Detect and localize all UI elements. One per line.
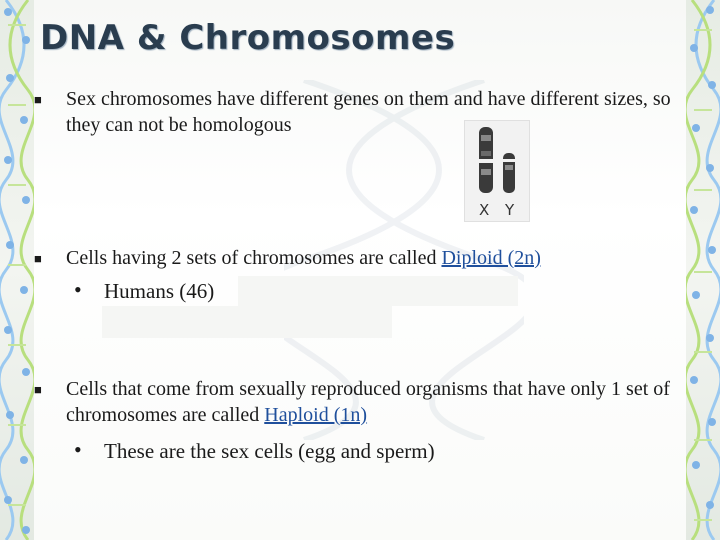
xy-chromosome-image (464, 120, 530, 222)
sub-bullet-text: Humans (46) (104, 279, 215, 303)
x-chromosome (479, 127, 493, 193)
square-bullet-icon: ■ (34, 382, 42, 397)
square-bullet-icon: ■ (34, 251, 42, 266)
haploid-link[interactable]: Haploid (1n) (264, 404, 368, 426)
bullet-text: Sex chromosomes have different genes on them and have different sizes, so they can not be homologous (66, 88, 671, 136)
slide-title: DNA & Chromosomes (40, 18, 456, 58)
bullet-text: Cells that come from sexually reproduced organisms that have only 1 set of chromosomes are called Haploid (1n) (66, 378, 670, 426)
slide-content (34, 0, 686, 540)
x-label: X (479, 201, 490, 219)
left-dna-border (0, 0, 34, 540)
blank-answer-box (238, 276, 518, 306)
sub-bullet-sex-cells (74, 438, 674, 464)
bullet-haploid (34, 376, 684, 428)
dna-helix-decoration (0, 0, 34, 540)
dna-helix-decoration (686, 0, 720, 540)
y-chromosome (503, 153, 515, 193)
chromosome-figure (465, 121, 529, 201)
square-bullet-icon: ■ (34, 92, 42, 107)
round-dot-icon: • (74, 277, 82, 302)
blank-answer-box (102, 306, 392, 338)
right-dna-border (686, 0, 720, 540)
y-label: Y (505, 201, 515, 219)
diploid-link[interactable]: Diploid (2n) (441, 247, 541, 269)
bullet-diploid (34, 245, 684, 271)
bullet-sex-chromosomes (34, 86, 684, 138)
bullet-text: Cells having 2 sets of chromosomes are called Diploid (2n) (66, 247, 541, 269)
round-dot-icon: • (74, 437, 82, 462)
sub-bullet-text: These are the sex cells (egg and sperm) (104, 439, 435, 463)
